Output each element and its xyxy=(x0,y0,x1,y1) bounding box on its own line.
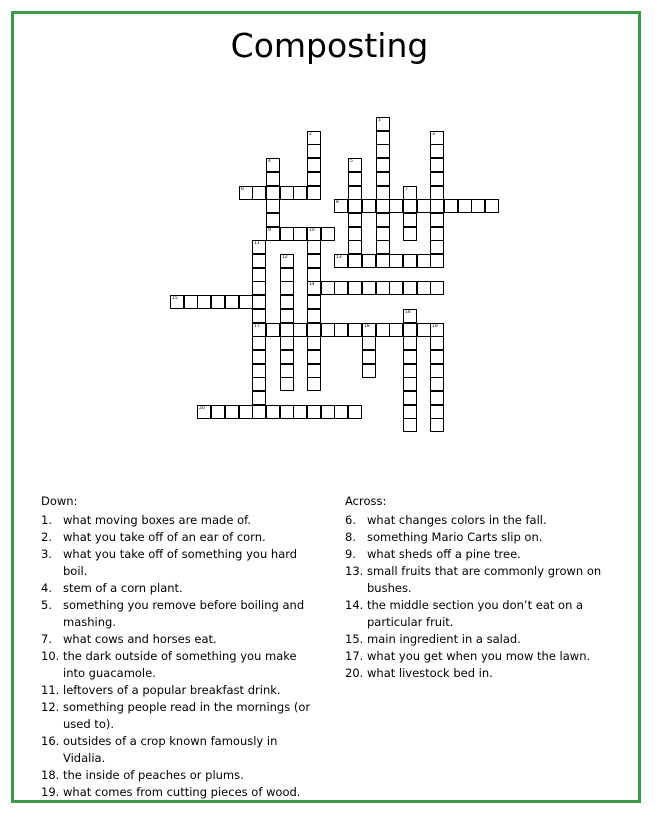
cell-number: 13 xyxy=(336,255,342,260)
grid-cell[interactable] xyxy=(376,254,390,268)
grid-cell[interactable] xyxy=(403,186,417,200)
grid-cell[interactable] xyxy=(239,186,253,200)
grid-cell[interactable] xyxy=(389,199,403,213)
grid-cell[interactable] xyxy=(403,350,417,364)
grid-cell[interactable] xyxy=(321,281,335,295)
grid-cell[interactable] xyxy=(266,405,280,419)
grid-cell[interactable] xyxy=(403,227,417,241)
clue-text: what comes from cutting pieces of wood. xyxy=(63,785,301,799)
grid-cell[interactable] xyxy=(307,172,321,186)
cell-number: 7 xyxy=(405,187,408,192)
grid-cell[interactable] xyxy=(376,144,390,158)
clue-text: something you remove before boiling and mashing. xyxy=(63,598,305,629)
grid-cell[interactable] xyxy=(307,240,321,254)
grid-cell[interactable] xyxy=(403,254,417,268)
grid-cell[interactable] xyxy=(252,350,266,364)
grid-cell[interactable] xyxy=(307,254,321,268)
clue-text: main ingredient in a salad. xyxy=(367,632,521,646)
grid-cell[interactable] xyxy=(280,281,294,295)
grid-cell[interactable] xyxy=(362,254,376,268)
grid-cell[interactable] xyxy=(252,254,266,268)
clue-number: 11. xyxy=(41,683,60,697)
grid-cell[interactable] xyxy=(348,227,362,241)
grid-cell[interactable] xyxy=(417,199,431,213)
cell-number: 11 xyxy=(254,241,260,246)
grid-cell[interactable] xyxy=(293,323,307,337)
grid-cell[interactable] xyxy=(252,281,266,295)
grid-cell[interactable] xyxy=(430,158,444,172)
clue-number: 6. xyxy=(345,513,356,527)
grid-cell[interactable] xyxy=(403,199,417,213)
clue-number: 2. xyxy=(41,530,52,544)
clue-number: 4. xyxy=(41,581,52,595)
clue-number: 3. xyxy=(41,547,52,561)
clue-number: 20. xyxy=(345,666,364,680)
grid-cell[interactable] xyxy=(348,254,362,268)
grid-cell[interactable] xyxy=(348,281,362,295)
grid-cell[interactable] xyxy=(280,405,294,419)
grid-cell[interactable] xyxy=(211,295,225,309)
grid-cell[interactable] xyxy=(307,405,321,419)
grid-cell[interactable] xyxy=(403,213,417,227)
grid-cell[interactable] xyxy=(376,117,390,131)
grid-cell[interactable] xyxy=(403,391,417,405)
cell-number: 15 xyxy=(172,296,178,301)
grid-cell[interactable] xyxy=(348,199,362,213)
grid-cell[interactable] xyxy=(307,323,321,337)
cell-number: 16 xyxy=(405,310,411,315)
grid-cell[interactable] xyxy=(430,377,444,391)
grid-cell[interactable] xyxy=(307,158,321,172)
grid-cell[interactable] xyxy=(362,350,376,364)
down-clues xyxy=(41,493,321,801)
grid-cell[interactable] xyxy=(458,199,472,213)
clue-number: 7. xyxy=(41,632,52,646)
cell-number: 6 xyxy=(241,187,244,192)
grid-cell[interactable] xyxy=(389,281,403,295)
clue-text: what livestock bed in. xyxy=(367,666,493,680)
clue-number: 9. xyxy=(345,547,356,561)
clue-number: 5. xyxy=(41,598,52,612)
cell-number: 12 xyxy=(282,255,288,260)
grid-cell[interactable] xyxy=(280,254,294,268)
puzzle-title: Composting xyxy=(230,26,429,65)
down-clue xyxy=(41,699,321,733)
grid-cell[interactable] xyxy=(362,336,376,350)
grid-cell[interactable] xyxy=(307,336,321,350)
grid-cell[interactable] xyxy=(334,281,348,295)
down-clue xyxy=(41,631,321,648)
across-clue xyxy=(345,512,615,529)
grid-cell[interactable] xyxy=(334,323,348,337)
grid-cell[interactable] xyxy=(430,144,444,158)
cell-number: 10 xyxy=(309,228,315,233)
grid-cell[interactable] xyxy=(321,323,335,337)
grid-cell[interactable] xyxy=(376,281,390,295)
grid-cell[interactable] xyxy=(307,227,321,241)
down-clue xyxy=(41,682,321,699)
clue-text: the dark outside of something you make into guacamole. xyxy=(63,649,297,680)
down-clue xyxy=(41,546,321,580)
grid-cell[interactable] xyxy=(348,323,362,337)
cell-number: 4 xyxy=(268,159,271,164)
grid-cell[interactable] xyxy=(403,323,417,337)
grid-cell[interactable] xyxy=(348,158,362,172)
grid-cell[interactable] xyxy=(430,418,444,432)
grid-cell[interactable] xyxy=(348,213,362,227)
down-clue xyxy=(41,580,321,597)
grid-cell[interactable] xyxy=(430,199,444,213)
clue-number: 1. xyxy=(41,513,52,527)
clue-text: what cows and horses eat. xyxy=(63,632,217,646)
grid-cell[interactable] xyxy=(266,213,280,227)
across-clue xyxy=(345,665,615,682)
grid-cell[interactable] xyxy=(376,323,390,337)
grid-cell[interactable] xyxy=(280,309,294,323)
grid-cell[interactable] xyxy=(252,295,266,309)
grid-cell[interactable] xyxy=(430,254,444,268)
grid-cell[interactable] xyxy=(403,377,417,391)
grid-cell[interactable] xyxy=(417,254,431,268)
grid-cell[interactable] xyxy=(376,240,390,254)
grid-cell[interactable] xyxy=(280,377,294,391)
cell-number: 1 xyxy=(378,118,381,123)
grid-cell[interactable] xyxy=(293,186,307,200)
across-clue xyxy=(345,631,615,648)
grid-cell[interactable] xyxy=(307,295,321,309)
across-clue xyxy=(345,597,615,631)
grid-cell[interactable] xyxy=(348,172,362,186)
grid-cell[interactable] xyxy=(389,254,403,268)
grid-cell[interactable] xyxy=(280,364,294,378)
clue-text: leftovers of a popular breakfast drink. xyxy=(63,683,281,697)
grid-cell[interactable] xyxy=(252,240,266,254)
cell-number: 18 xyxy=(364,324,370,329)
grid-cell[interactable] xyxy=(307,144,321,158)
clue-number: 15. xyxy=(345,632,364,646)
grid-cell[interactable] xyxy=(252,323,266,337)
cell-number: 20 xyxy=(199,406,205,411)
cell-number: 19 xyxy=(432,324,438,329)
grid-cell[interactable] xyxy=(417,323,431,337)
grid-cell[interactable] xyxy=(184,295,198,309)
clue-number: 13. xyxy=(345,564,364,578)
grid-cell[interactable] xyxy=(417,281,431,295)
across-clues xyxy=(345,493,615,682)
grid-cell[interactable] xyxy=(239,405,253,419)
grid-cell[interactable] xyxy=(334,199,348,213)
grid-cell[interactable] xyxy=(280,323,294,337)
grid-cell[interactable] xyxy=(252,405,266,419)
clue-number: 16. xyxy=(41,734,60,748)
grid-cell[interactable] xyxy=(389,323,403,337)
grid-cell[interactable] xyxy=(252,391,266,405)
across-clue-list xyxy=(345,512,615,682)
clue-text: what changes colors in the fall. xyxy=(367,513,547,527)
grid-cell[interactable] xyxy=(211,405,225,419)
grid-cell[interactable] xyxy=(252,377,266,391)
grid-cell[interactable] xyxy=(403,336,417,350)
grid-cell[interactable] xyxy=(376,131,390,145)
clue-number: 19. xyxy=(41,785,60,799)
grid-cell[interactable] xyxy=(280,268,294,282)
grid-cell[interactable] xyxy=(280,186,294,200)
grid-cell[interactable] xyxy=(403,309,417,323)
grid-cell[interactable] xyxy=(362,281,376,295)
clue-text: what you get when you mow the lawn. xyxy=(367,649,591,663)
clue-number: 18. xyxy=(41,768,60,782)
grid-cell[interactable] xyxy=(403,281,417,295)
grid-cell[interactable] xyxy=(430,336,444,350)
grid-cell[interactable] xyxy=(444,199,458,213)
across-heading: Across: xyxy=(345,494,387,508)
grid-cell[interactable] xyxy=(362,323,376,337)
clue-text: stem of a corn plant. xyxy=(63,581,183,595)
across-clue xyxy=(345,648,615,665)
grid-cell[interactable] xyxy=(430,240,444,254)
grid-cell[interactable] xyxy=(307,350,321,364)
grid-cell[interactable] xyxy=(348,405,362,419)
grid-cell[interactable] xyxy=(293,227,307,241)
grid-cell[interactable] xyxy=(266,199,280,213)
clue-text: small fruits that are commonly grown on bushes. xyxy=(367,564,602,595)
down-clue xyxy=(41,597,321,631)
grid-cell[interactable] xyxy=(266,227,280,241)
grid-cell[interactable] xyxy=(252,364,266,378)
grid-cell[interactable] xyxy=(362,199,376,213)
down-clue xyxy=(41,529,321,546)
grid-cell[interactable] xyxy=(197,405,211,419)
cell-number: 3 xyxy=(432,132,435,137)
clue-text: what you take off of an ear of corn. xyxy=(63,530,266,544)
cell-number: 8 xyxy=(336,200,339,205)
grid-cell[interactable] xyxy=(321,227,335,241)
grid-cell[interactable] xyxy=(321,405,335,419)
grid-cell[interactable] xyxy=(280,336,294,350)
grid-cell[interactable] xyxy=(430,391,444,405)
grid-cell[interactable] xyxy=(266,158,280,172)
grid-cell[interactable] xyxy=(307,131,321,145)
grid-cell[interactable] xyxy=(307,364,321,378)
across-clue xyxy=(345,563,615,597)
grid-cell[interactable] xyxy=(485,199,499,213)
grid-cell[interactable] xyxy=(471,199,485,213)
grid-cell[interactable] xyxy=(403,418,417,432)
clue-text: what you take off of something you hard boil. xyxy=(63,547,298,578)
grid-cell[interactable] xyxy=(307,377,321,391)
clue-number: 12. xyxy=(41,700,60,714)
grid-cell[interactable] xyxy=(430,186,444,200)
grid-cell[interactable] xyxy=(197,295,211,309)
grid-cell[interactable] xyxy=(430,281,444,295)
grid-cell[interactable] xyxy=(307,186,321,200)
grid-cell[interactable] xyxy=(252,186,266,200)
grid-cell[interactable] xyxy=(430,213,444,227)
grid-cell[interactable] xyxy=(266,323,280,337)
grid-cell[interactable] xyxy=(376,158,390,172)
grid-cell[interactable] xyxy=(430,350,444,364)
grid-cell[interactable] xyxy=(430,227,444,241)
down-clue xyxy=(41,784,321,801)
grid-cell[interactable] xyxy=(376,199,390,213)
grid-cell[interactable] xyxy=(280,227,294,241)
clue-text: what moving boxes are made of. xyxy=(63,513,251,527)
grid-cell[interactable] xyxy=(252,309,266,323)
grid-cell[interactable] xyxy=(430,172,444,186)
grid-cell[interactable] xyxy=(293,405,307,419)
grid-cell[interactable] xyxy=(170,295,184,309)
grid-cell[interactable] xyxy=(252,268,266,282)
grid-cell[interactable] xyxy=(403,364,417,378)
grid-cell[interactable] xyxy=(307,268,321,282)
down-clue xyxy=(41,648,321,682)
cell-number: 2 xyxy=(309,132,312,137)
cell-number: 9 xyxy=(268,228,271,233)
grid-cell[interactable] xyxy=(280,350,294,364)
clue-text: what sheds off a pine tree. xyxy=(367,547,521,561)
down-clue xyxy=(41,733,321,767)
down-clue xyxy=(41,512,321,529)
across-clue xyxy=(345,546,615,563)
grid-cell[interactable] xyxy=(266,186,280,200)
grid-cell[interactable] xyxy=(266,172,280,186)
grid-cell[interactable] xyxy=(252,336,266,350)
clue-number: 17. xyxy=(345,649,364,663)
grid-cell[interactable] xyxy=(376,227,390,241)
grid-cell[interactable] xyxy=(334,405,348,419)
down-heading: Down: xyxy=(41,494,78,508)
grid-cell[interactable] xyxy=(225,405,239,419)
clue-number: 14. xyxy=(345,598,364,612)
grid-cell[interactable] xyxy=(362,364,376,378)
grid-cell[interactable] xyxy=(225,295,239,309)
clue-text: something people read in the mornings (or used to). xyxy=(63,700,311,731)
grid-cell[interactable] xyxy=(430,364,444,378)
clue-text: the inside of peaches or plums. xyxy=(63,768,244,782)
grid-cell[interactable] xyxy=(403,405,417,419)
cell-number: 5 xyxy=(350,159,353,164)
grid-cell[interactable] xyxy=(280,295,294,309)
down-clue-list xyxy=(41,512,321,801)
clue-number: 8. xyxy=(345,530,356,544)
grid-cell[interactable] xyxy=(334,254,348,268)
grid-cell[interactable] xyxy=(307,309,321,323)
clue-number: 10. xyxy=(41,649,60,663)
cell-number: 17 xyxy=(254,324,260,329)
grid-cell[interactable] xyxy=(430,323,444,337)
grid-cell[interactable] xyxy=(430,131,444,145)
grid-cell[interactable] xyxy=(376,186,390,200)
grid-cell[interactable] xyxy=(348,186,362,200)
grid-cell[interactable] xyxy=(348,240,362,254)
down-clue xyxy=(41,767,321,784)
grid-cell[interactable] xyxy=(239,295,253,309)
clue-text: the middle section you don’t eat on a particular fruit. xyxy=(367,598,584,629)
grid-cell[interactable] xyxy=(376,213,390,227)
cell-number: 14 xyxy=(309,282,315,287)
grid-cell[interactable] xyxy=(430,405,444,419)
grid-cell[interactable] xyxy=(376,172,390,186)
grid-cell[interactable] xyxy=(307,281,321,295)
clue-text: something Mario Carts slip on. xyxy=(367,530,543,544)
across-clue xyxy=(345,529,615,546)
clue-text: outsides of a crop known famously in Vidalia. xyxy=(63,734,278,765)
